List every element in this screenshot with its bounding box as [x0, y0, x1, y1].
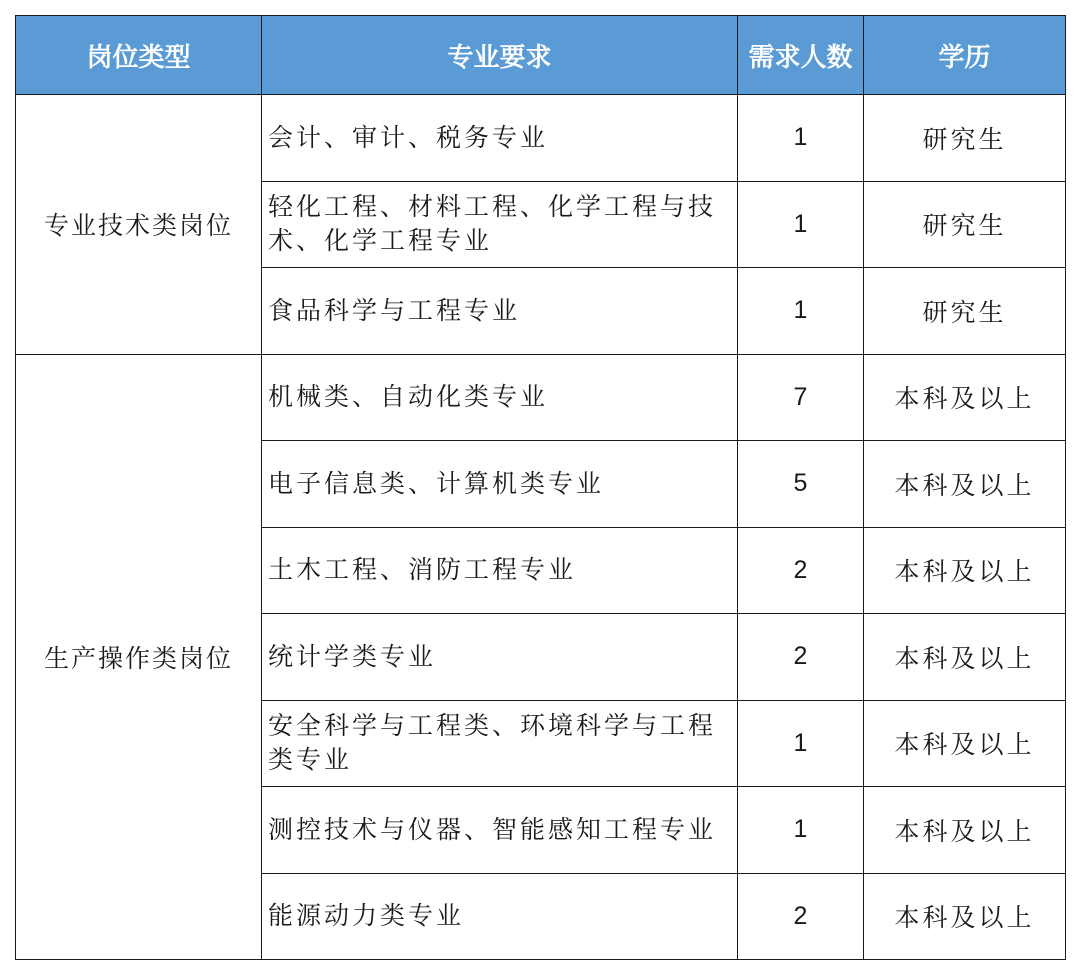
table-row: [16, 95, 1066, 182]
category-cell: 专业技术类岗位: [16, 95, 262, 355]
table-row: [16, 354, 1066, 441]
major-cell: 土木工程、消防工程专业: [262, 527, 738, 614]
major-cell: 统计学类专业: [262, 614, 738, 701]
education-cell: 本科及以上: [864, 873, 1066, 960]
major-cell: 会计、审计、税务专业: [262, 95, 738, 182]
count-cell: 7: [738, 354, 864, 441]
count-cell: 2: [738, 873, 864, 960]
count-cell: 1: [738, 700, 864, 787]
header-education: 学历: [864, 16, 1066, 95]
major-cell: 能源动力类专业: [262, 873, 738, 960]
table-header-row: [16, 16, 1066, 95]
education-cell: 本科及以上: [864, 354, 1066, 441]
education-cell: 研究生: [864, 268, 1066, 355]
major-cell: 电子信息类、计算机类专业: [262, 441, 738, 528]
header-major: 专业要求: [262, 16, 738, 95]
major-cell: 机械类、自动化类专业: [262, 354, 738, 441]
education-cell: 研究生: [864, 181, 1066, 268]
recruitment-table: [15, 15, 1066, 960]
major-cell: 轻化工程、材料工程、化学工程与技术、化学工程专业: [262, 181, 738, 268]
count-cell: 1: [738, 181, 864, 268]
education-cell: 本科及以上: [864, 527, 1066, 614]
education-cell: 本科及以上: [864, 787, 1066, 874]
header-category: 岗位类型: [16, 16, 262, 95]
count-cell: 1: [738, 268, 864, 355]
education-cell: 本科及以上: [864, 614, 1066, 701]
education-cell: 研究生: [864, 95, 1066, 182]
header-count: 需求人数: [738, 16, 864, 95]
major-cell: 食品科学与工程专业: [262, 268, 738, 355]
education-cell: 本科及以上: [864, 700, 1066, 787]
category-cell: 生产操作类岗位: [16, 354, 262, 960]
major-cell: 测控技术与仪器、智能感知工程专业: [262, 787, 738, 874]
count-cell: 5: [738, 441, 864, 528]
count-cell: 2: [738, 614, 864, 701]
count-cell: 1: [738, 95, 864, 182]
major-cell: 安全科学与工程类、环境科学与工程类专业: [262, 700, 738, 787]
education-cell: 本科及以上: [864, 441, 1066, 528]
count-cell: 2: [738, 527, 864, 614]
count-cell: 1: [738, 787, 864, 874]
